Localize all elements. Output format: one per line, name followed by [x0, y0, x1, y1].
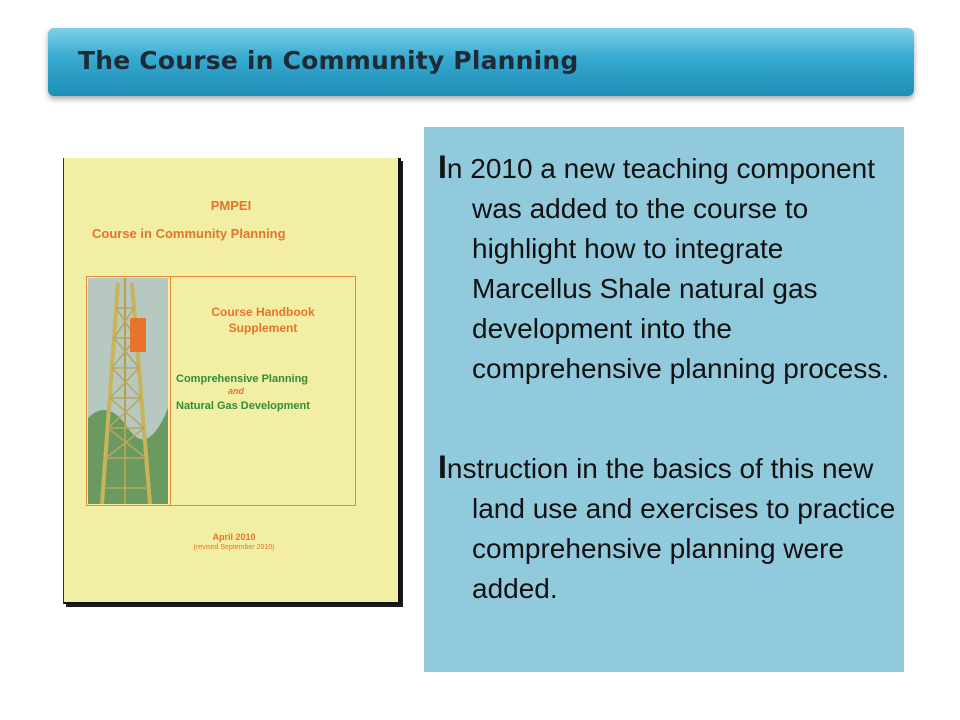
- paragraph-2-initial: I: [438, 449, 447, 485]
- title-bar: [48, 28, 914, 96]
- cover-handbook-line2: Supplement: [228, 321, 298, 335]
- cover-handbook-title: [170, 304, 356, 336]
- cover-subtitle-line2: Natural Gas Development: [176, 400, 310, 412]
- paragraph-1-text: n 2010 a new teaching component was added to the course to highlight how to integrate Marcellus Shale natural gas development into the comprehensive planning process.: [446, 153, 890, 384]
- cover-course-title: Course in Community Planning: [92, 226, 286, 241]
- paragraph-1: [438, 147, 898, 389]
- cover-brand: PMPEI: [210, 198, 252, 213]
- cover-subtitle-line1: Comprehensive Planning: [176, 373, 309, 385]
- cover-subtitle-and: and: [227, 386, 244, 396]
- handbook-cover-image: [64, 158, 401, 604]
- paragraph-1-initial: I: [438, 149, 447, 185]
- cover-date: April 2010: [212, 532, 256, 542]
- drilling-rig-photo: [88, 278, 168, 504]
- cover-handbook-line1: Course Handbook: [211, 305, 315, 319]
- text-panel: [424, 127, 904, 672]
- paragraph-2: [438, 447, 898, 609]
- slide-title: The Course in Community Planning: [78, 46, 579, 75]
- cover-revised: (revised September 2010): [193, 544, 275, 551]
- paragraph-2-text: nstruction in the basics of this new land use and exercises to practice comprehensive planning were added.: [446, 453, 896, 604]
